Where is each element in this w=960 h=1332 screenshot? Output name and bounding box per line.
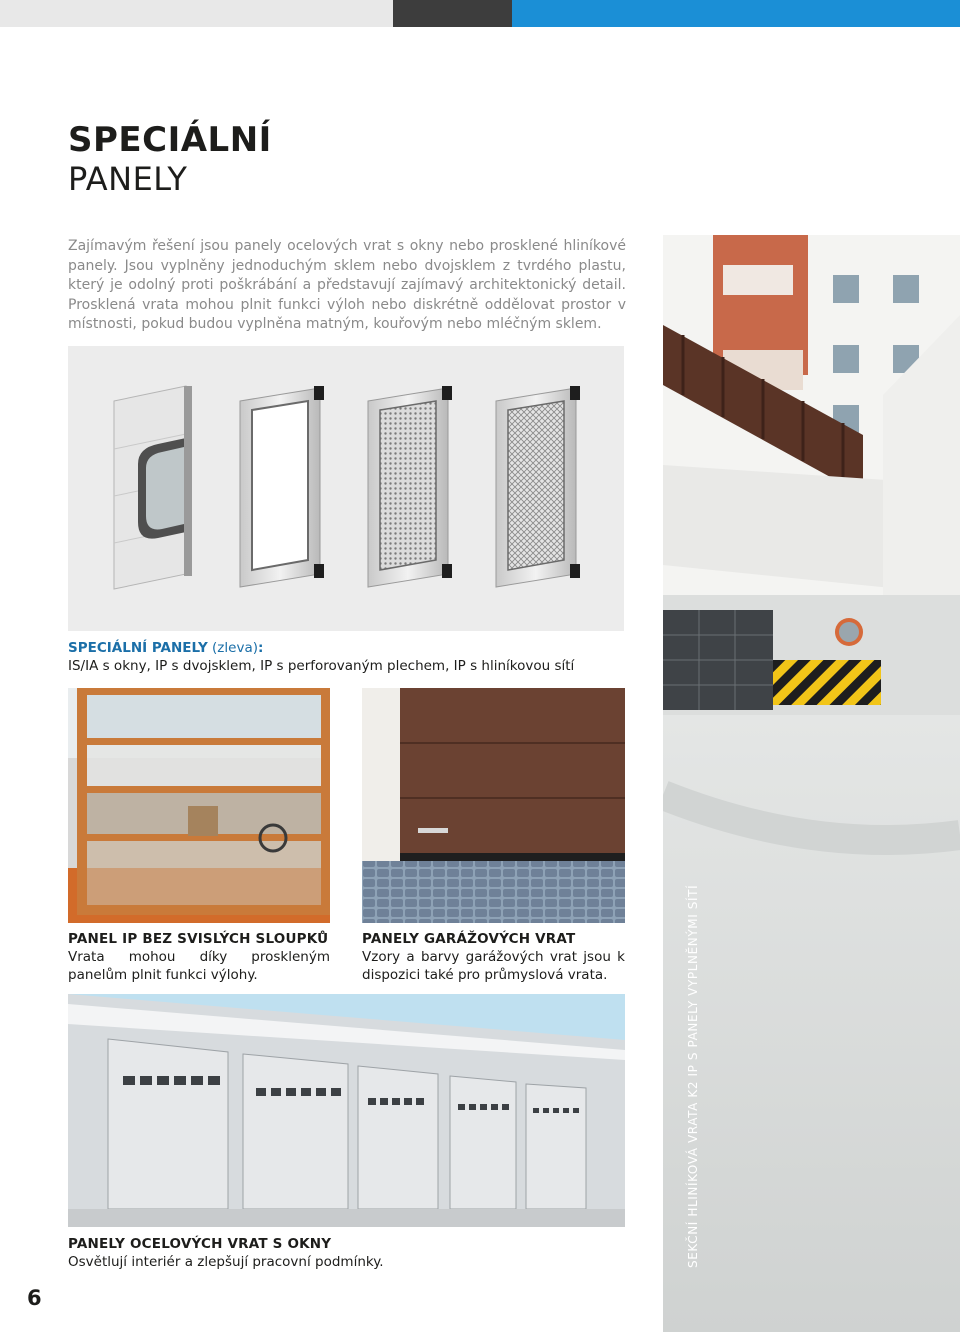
intro-paragraph: Zajímavým řešení jsou panely ocelových vrat s okny nebo prosklené hliníkové panely. Jsou vyplněny jednoduchým sklem nebo dvojsklem z tvrdého plastu, který je odolný proti poškrábání a představují zajímavý architektonický detail. Prosklená vrata mohou plnit funkci výloh nebo diskrétně oddělovat prostor v místnosti, pokud budou vyplněna matným, kouřovým nebo mléčným sklem. <box>68 238 626 333</box>
page-number: 6 <box>27 1286 42 1310</box>
side-photo-caption: SEKČNÍ HLINÍKOVÁ VRATA K2 IP S PANELY VYPLNĚNÝMI SÍTÍ <box>686 884 700 1268</box>
panel-ip-mesh <box>496 386 580 587</box>
card-steel-body: Osvětlují interiér a zlepšují pracovní podmínky. <box>68 1254 384 1270</box>
photo-aluminium-door-k2 <box>663 235 960 1332</box>
card-garage-title: PANELY GARÁŽOVÝCH VRAT <box>362 931 576 947</box>
special-panels-illustration <box>68 346 624 631</box>
card-garage-body: Vzory a barvy garážových vrat jsou k dispozici také pro průmyslová vrata. <box>362 949 625 983</box>
panel-isia-window <box>114 386 192 589</box>
card-ip-title: PANEL IP BEZ SVISLÝCH SLOUPKŮ <box>68 931 329 947</box>
panel-ip-double-glazing <box>240 386 324 587</box>
panels-caption-paren: (zleva) <box>207 640 258 656</box>
card-ip-body: Vrata mohou díky proskleným panelům plnit funkci výlohy. <box>68 949 330 983</box>
photo-steel-doors-with-windows <box>68 994 625 1227</box>
panels-caption-list: IS/IA s okny, IP s dvojsklem, IP s perforovaným plechem, IP s hliníkovou sítí <box>68 658 575 674</box>
header-strip-dark <box>393 0 512 27</box>
page-title-bold: SPECIÁLNÍ <box>68 120 272 160</box>
panel-ip-perforated <box>368 386 452 587</box>
header-strip-grey <box>0 0 393 27</box>
panels-caption-colon: : <box>257 640 264 656</box>
photo-ip-panel-storefront <box>68 688 330 923</box>
photo-garage-door-panels <box>362 688 625 923</box>
panels-caption-bold: SPECIÁLNÍ PANELY <box>68 640 208 656</box>
page-title-light: PANELY <box>68 160 188 198</box>
panels-caption-heading <box>68 640 263 656</box>
panels-drawing <box>68 346 624 631</box>
card-steel-title: PANELY OCELOVÝCH VRAT S OKNY <box>68 1236 332 1252</box>
header-strip-blue <box>512 0 960 27</box>
